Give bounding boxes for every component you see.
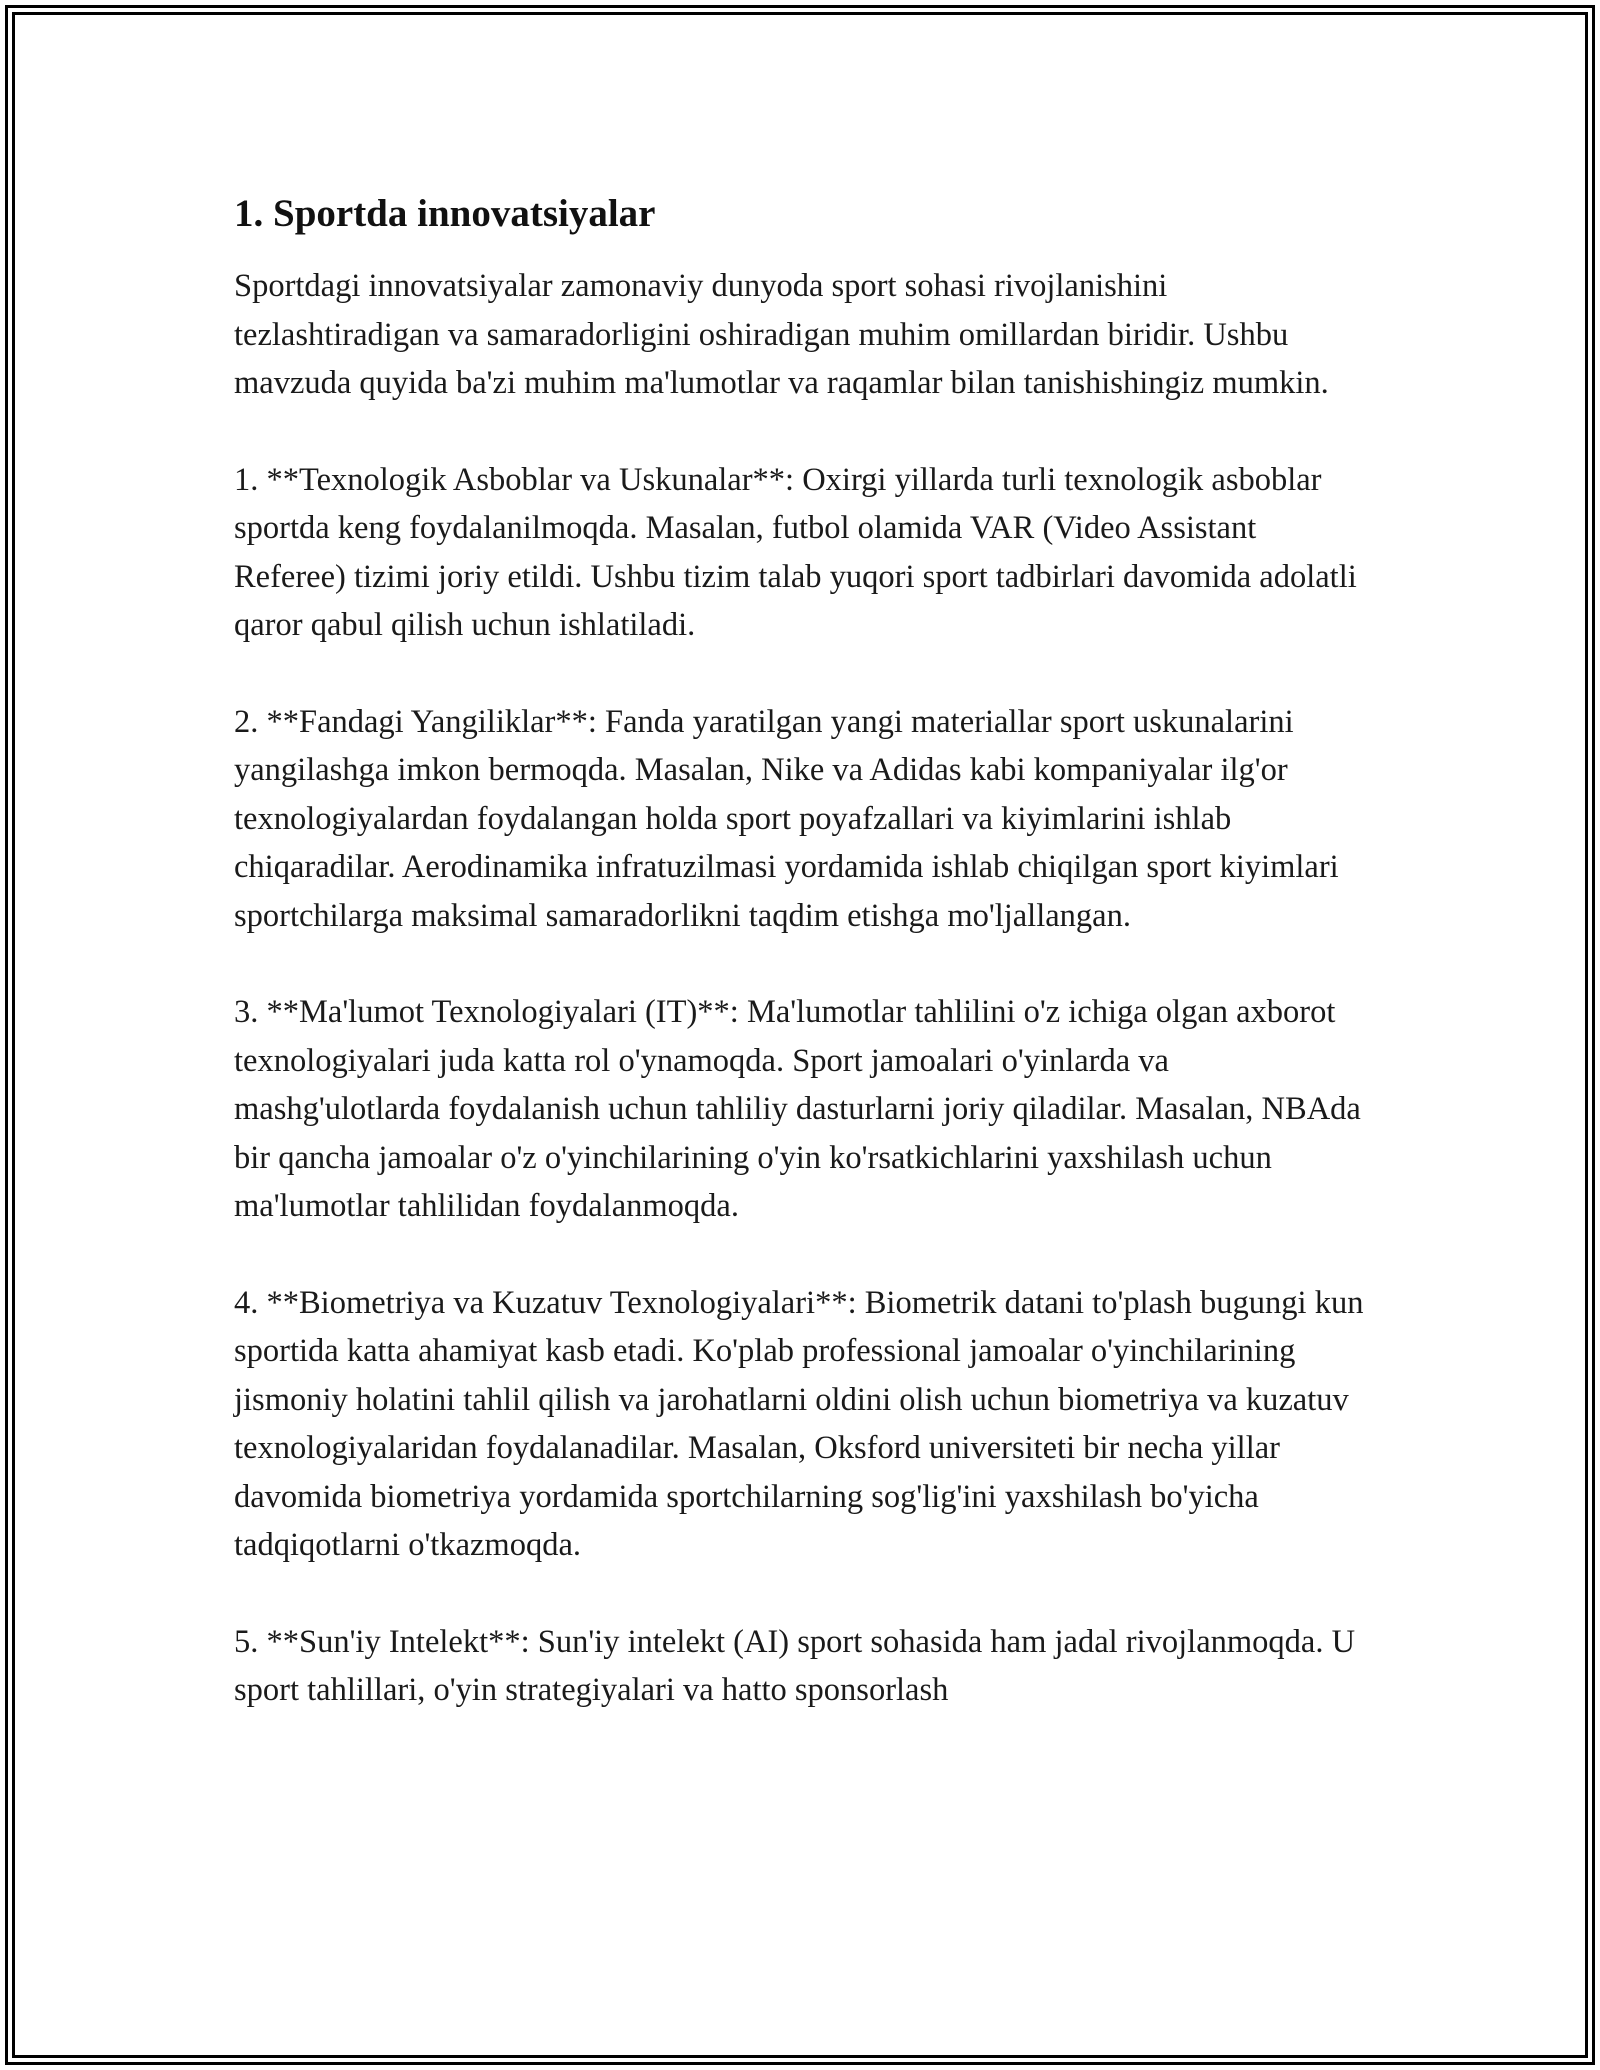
list-item-science-news: 2. **Fandagi Yangiliklar**: Fanda yaratilgan yangi materiallar sport uskunalarini yangilashga imkon bermoqda. Masalan, Nike va Adidas kabi kompaniyalar ilg'or texnologiyalardan foydalangan holda sport poyafzallari va kiyimlarini ishlab chiqaradilar. Aerodinamika infratuzilmasi yordamida ishlab chiqilgan sport kiyimlari sportchilarga maksimal samaradorlikni taqdim etishga mo'ljallangan.: [234, 703, 1339, 934]
list-item-technology-tools: 1. **Texnologik Asboblar va Uskunalar**: Oxirgi yillarda turli texnologik asboblar sportda keng foydalanilmoqda. Masalan, futbol olamida VAR (Video Assistant Referee) tizimi joriy etildi. Ushbu tizim talab yuqori sport tadbirlari davomida adolatli qaror qabul qilish uchun ishlatiladi.: [234, 461, 1357, 643]
document-title: 1. Sportda innovatsiyalar: [234, 192, 656, 235]
list-item-information-technology: 3. **Ma'lumot Texnologiyalari (IT)**: Ma'lumotlar tahlilini o'z ichiga olgan axborot texnologiyalari juda katta rol o'ynamoqda. Sport jamoalari o'yinlarda va mashg'ulotlarda foydalanish uchun tahliliy dasturlarni joriy qiladilar. Masalan, NBAda bir qancha jamoalar o'z o'yinchilarining o'yin ko'rsatkichlarini yaxshilash uchun ma'lumotlar tahlilidan foydalanmoqda.: [234, 994, 1361, 1224]
intro-paragraph: Sportdagi innovatsiyalar zamonaviy dunyoda sport sohasi rivojlanishini tezlashtiradigan va samaradorligini oshiradigan muhim omillardan biridir. Ushbu mavzuda quyida ba'zi muhim ma'lumotlar va raqamlar bilan tanishishingiz mumkin.: [234, 268, 1329, 401]
list-item-artificial-intelligence: 5. **Sun'iy Intelekt**: Sun'iy intelekt (AI) sport sohasida ham jadal rivojlanmoqda. U sport tahlillari, o'yin strategiyalari va hatto sponsorlash: [234, 1623, 1356, 1708]
document-body: [234, 186, 1374, 1763]
list-item-biometrics-tracking: 4. **Biometriya va Kuzatuv Texnologiyalari**: Biometrik datani to'plash bugungi kun sportida katta ahamiyat kasb etadi. Ko'plab professional jamoalar o'yinchilarining jismoniy holatini tahlil qilish va jarohatlarni oldini olish uchun biometriya va kuzatuv texnologiyalaridan foydalanadilar. Masalan, Oksford universiteti bir necha yillar davomida biometriya yordamida sportchilarning sog'lig'ini yaxshilash bo'yicha tadqiqotlarni o'tkazmoqda.: [234, 1284, 1364, 1563]
